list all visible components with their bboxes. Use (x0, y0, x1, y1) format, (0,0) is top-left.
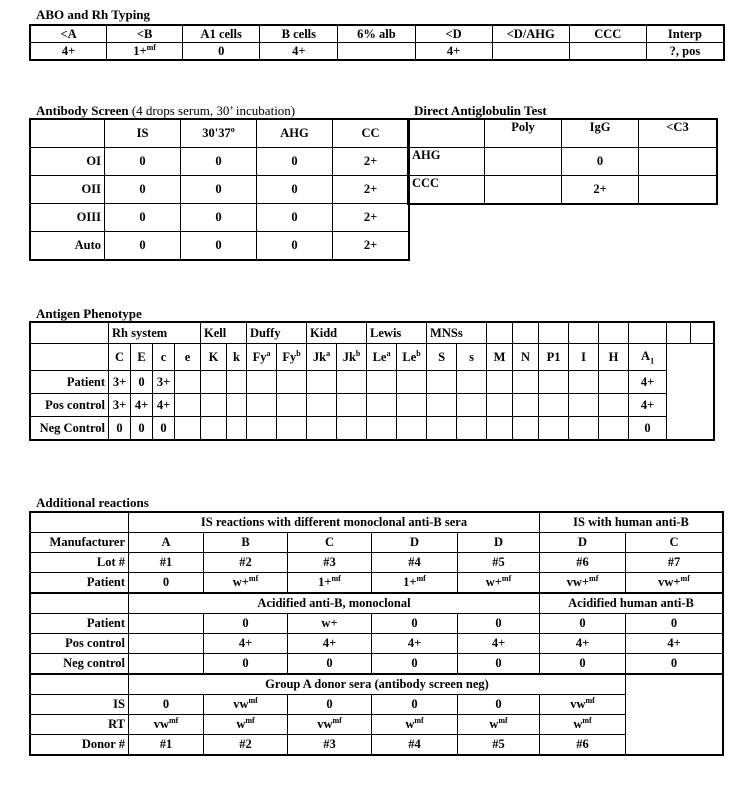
blank-cell (626, 735, 723, 755)
manufacturer-cell: D (540, 533, 626, 553)
abo-header-cell: <B (107, 26, 183, 43)
acid-value-cell: 0 (458, 614, 540, 634)
phenotype-value-cell: 4+ (131, 394, 153, 417)
phenotype-value-cell (307, 417, 337, 440)
phenotype-row (31, 394, 714, 417)
screen-row-label: Auto (31, 232, 105, 260)
phenotype-value-cell: 0 (131, 371, 153, 394)
screen-corner-cell (31, 120, 105, 148)
manufacturer-cell: D (372, 533, 458, 553)
donor-value-cell: #6 (540, 735, 626, 755)
antigen-header-cell: $A_1$ (629, 344, 667, 371)
phenotype-value-cell (247, 394, 277, 417)
blank-cell (626, 715, 723, 735)
abo-header-cell: B cells (260, 26, 338, 43)
abo-value-cell: 1+$^{mf}$ (107, 43, 183, 60)
screen-value-cell: 0 (257, 204, 333, 232)
acid-value-cell: 0 (204, 614, 288, 634)
blank-cell (31, 593, 129, 614)
phenotype-antigen-row (31, 344, 714, 371)
phenotype-value-cell (175, 371, 201, 394)
acid-value-cell: 0 (626, 654, 723, 675)
donor-value-cell: $w^{mf}$ (540, 715, 626, 735)
screen-value-cell: 0 (257, 176, 333, 204)
dat-corner-cell (409, 120, 485, 148)
phenotype-value-cell (227, 417, 247, 440)
acid-value-cell: 0 (540, 654, 626, 675)
manufacturer-cell: C (288, 533, 372, 553)
donor-value-cell: 0 (129, 695, 204, 715)
antigen-header-cell: I (569, 344, 599, 371)
screen-row (31, 176, 409, 204)
patient-is-cell: 0 (129, 573, 204, 594)
phenotype-group-cell (667, 323, 690, 344)
antibody-screen-table (30, 119, 409, 260)
phenotype-value-cell (487, 417, 513, 440)
phenotype-value-cell (539, 371, 569, 394)
phenotype-value-cell (487, 371, 513, 394)
acid-value-cell (129, 614, 204, 634)
phenotype-group-cell: Rh system (109, 323, 201, 344)
screen-value-cell: 0 (257, 232, 333, 260)
phenotype-value-cell: 0 (629, 417, 667, 440)
phenotype-value-cell (569, 394, 599, 417)
donor-value-cell: $vw^{mf}$ (129, 715, 204, 735)
phenotype-group-cell: Kell (201, 323, 247, 344)
dat-header-cell: Poly (485, 120, 562, 148)
phenotype-group-cell: Duffy (247, 323, 307, 344)
lot-row (31, 553, 723, 573)
screen-value-cell: 2+ (333, 232, 409, 260)
acid-mono-title: Acidified anti-B, monoclonal (129, 593, 540, 614)
screen-row-label: OII (31, 176, 105, 204)
screen-row-label: OIII (31, 204, 105, 232)
phenotype-value-cell: 3+ (109, 371, 131, 394)
antigen-header-cell: Le$^a$ (367, 344, 397, 371)
lot-cell: #7 (626, 553, 723, 573)
phenotype-value-cell (337, 371, 367, 394)
antigen-header-cell: E (131, 344, 153, 371)
is-mono-title: IS reactions with different monoclonal anti-B sera (129, 513, 540, 533)
dat-title: Direct Antiglobulin Test (414, 103, 547, 118)
antigen-header-cell: c (153, 344, 175, 371)
dat-row (409, 176, 717, 204)
phenotype-value-cell (487, 394, 513, 417)
dat-table (408, 119, 717, 204)
phenotype-value-cell (539, 394, 569, 417)
patient-is-cell: w+$^{mf}$ (458, 573, 540, 594)
acid-row (31, 654, 723, 675)
screen-row (31, 148, 409, 176)
screen-header-cell: 30'37$^o$ (181, 120, 257, 148)
phenotype-value-cell (227, 394, 247, 417)
donor-title: Group A donor sera (antibody screen neg) (129, 674, 626, 695)
phenotype-value-cell: 4+ (629, 371, 667, 394)
antigen-header-cell: e (175, 344, 201, 371)
abo-header-cell: 6% alb (338, 26, 415, 43)
lot-cell: #3 (288, 553, 372, 573)
screen-value-cell: 0 (181, 232, 257, 260)
screen-header-cell: AHG (257, 120, 333, 148)
phenotype-value-cell (277, 394, 307, 417)
acid-value-cell: 0 (372, 614, 458, 634)
phenotype-value-cell (457, 371, 487, 394)
phenotype-value-cell (569, 371, 599, 394)
phenotype-value-cell (175, 394, 201, 417)
phenotype-corner-cell (31, 323, 109, 344)
phenotype-value-cell (175, 417, 201, 440)
additional-reactions-table (30, 512, 723, 755)
phenotype-group-cell (569, 323, 599, 344)
patient-is-cell: 1+$^{mf}$ (372, 573, 458, 594)
donor-row (31, 735, 723, 755)
acid-value-cell: 0 (372, 654, 458, 675)
donor-row (31, 715, 723, 735)
lot-cell: #4 (372, 553, 458, 573)
blank-cell (626, 695, 723, 715)
blank-cell (626, 674, 723, 695)
phenotype-group-cell (487, 323, 513, 344)
phenotype-corner-cell (31, 344, 109, 371)
dat-value-cell (485, 148, 562, 176)
phenotype-group-row (31, 323, 714, 344)
antigen-header-cell: Jk$^b$ (337, 344, 367, 371)
acid-value-cell: w+ (288, 614, 372, 634)
phenotype-value-cell: 4+ (629, 394, 667, 417)
screen-value-cell: 0 (181, 204, 257, 232)
phenotype-value-cell (277, 371, 307, 394)
is-title-row (31, 513, 723, 533)
donor-value-cell: 0 (288, 695, 372, 715)
phenotype-value-cell (307, 371, 337, 394)
screen-value-cell: 2+ (333, 148, 409, 176)
donor-row-label: RT (31, 715, 129, 735)
phenotype-group-cell (539, 323, 569, 344)
antigen-header-cell: S (427, 344, 457, 371)
antigen-header-cell: K (201, 344, 227, 371)
antigen-header-cell: Fy$^b$ (277, 344, 307, 371)
phenotype-title: Antigen Phenotype (36, 306, 142, 321)
screen-value-cell: 0 (257, 148, 333, 176)
donor-row (31, 695, 723, 715)
acid-value-cell: 4+ (626, 634, 723, 654)
donor-value-cell: 0 (372, 695, 458, 715)
phenotype-value-cell (337, 417, 367, 440)
phenotype-value-cell (367, 417, 397, 440)
phenotype-value-cell (247, 371, 277, 394)
phenotype-value-cell (539, 417, 569, 440)
abo-value-cell (338, 43, 415, 60)
phenotype-group-cell (513, 323, 539, 344)
abo-header-cell: <D (415, 26, 492, 43)
is-human-title: IS with human anti-B (540, 513, 723, 533)
phenotype-value-cell (397, 394, 427, 417)
phenotype-value-cell (599, 371, 629, 394)
screen-value-cell: 0 (105, 176, 181, 204)
lot-cell: #6 (540, 553, 626, 573)
phenotype-group-cell (629, 323, 667, 344)
donor-value-cell: #4 (372, 735, 458, 755)
abo-value-cell: 4+ (260, 43, 338, 60)
abo-value-cell (569, 43, 646, 60)
blank-cell (31, 513, 129, 533)
phenotype-value-cell (367, 371, 397, 394)
phenotype-value-cell (513, 371, 539, 394)
manufacturer-cell: D (458, 533, 540, 553)
phenotype-value-cell (201, 417, 227, 440)
abo-header-cell: Interp (646, 26, 723, 43)
screen-title: Antibody Screen (4 drops serum, 30’ incubation) (36, 103, 296, 118)
antigen-header-cell: s (457, 344, 487, 371)
manufacturer-cell: A (129, 533, 204, 553)
donor-value-cell: $vw^{mf}$ (540, 695, 626, 715)
acid-value-cell: 4+ (372, 634, 458, 654)
acid-value-cell: 0 (458, 654, 540, 675)
manufacturer-row (31, 533, 723, 553)
abo-header-cell: <A (31, 26, 107, 43)
phenotype-value-cell (397, 371, 427, 394)
abo-value-cell (492, 43, 569, 60)
phenotype-row (31, 371, 714, 394)
phenotype-value-cell (307, 394, 337, 417)
phenotype-value-cell (457, 417, 487, 440)
dat-header-cell: IgG (562, 120, 639, 148)
acid-row (31, 614, 723, 634)
lot-label: Lot # (31, 553, 129, 573)
donor-value-cell: $w^{mf}$ (204, 715, 288, 735)
antigen-header-cell: N (513, 344, 539, 371)
screen-value-cell: 0 (181, 176, 257, 204)
abo-value-cell: ?, pos (646, 43, 723, 60)
phenotype-value-cell (201, 394, 227, 417)
acid-value-cell: 4+ (204, 634, 288, 654)
phenotype-value-cell (247, 417, 277, 440)
abo-table (30, 25, 724, 60)
phenotype-value-cell (513, 417, 539, 440)
antigen-header-cell: k (227, 344, 247, 371)
antigen-header-cell: M (487, 344, 513, 371)
phenotype-group-cell: Lewis (367, 323, 427, 344)
phenotype-value-cell (599, 394, 629, 417)
lot-cell: #5 (458, 553, 540, 573)
dat-row-label: CCC (409, 176, 485, 204)
phenotype-value-cell (227, 371, 247, 394)
donor-value-cell: #3 (288, 735, 372, 755)
manufacturer-cell: C (626, 533, 723, 553)
donor-value-cell: $w^{mf}$ (372, 715, 458, 735)
abo-header-cell: <D/AHG (492, 26, 569, 43)
phenotype-value-cell (427, 417, 457, 440)
screen-value-cell: 0 (181, 148, 257, 176)
dat-value-cell: 0 (562, 148, 639, 176)
lot-cell: #1 (129, 553, 204, 573)
donor-value-cell: $vw^{mf}$ (204, 695, 288, 715)
patient-is-cell: 1+$^{mf}$ (288, 573, 372, 594)
donor-value-cell: #2 (204, 735, 288, 755)
screen-row (31, 204, 409, 232)
phenotype-value-cell: 0 (109, 417, 131, 440)
phenotype-group-cell (599, 323, 629, 344)
donor-title-row (31, 674, 723, 695)
patient-is-row (31, 573, 723, 594)
manufacturer-cell: B (204, 533, 288, 553)
abo-title: ABO and Rh Typing (36, 7, 151, 22)
phenotype-value-cell (513, 394, 539, 417)
acid-value-cell: 4+ (540, 634, 626, 654)
antigen-header-cell: P1 (539, 344, 569, 371)
screen-header-cell: CC (333, 120, 409, 148)
screen-row (31, 232, 409, 260)
screen-value-cell: 2+ (333, 176, 409, 204)
phenotype-value-cell (427, 371, 457, 394)
dat-header-row (409, 120, 717, 148)
abo-header-cell: CCC (569, 26, 646, 43)
phenotype-value-cell (427, 394, 457, 417)
additional-title: Additional reactions (36, 495, 149, 510)
acid-value-cell: 0 (204, 654, 288, 675)
phenotype-row-label: Patient (31, 371, 109, 394)
screen-value-cell: 2+ (333, 204, 409, 232)
phenotype-value-cell (569, 417, 599, 440)
abo-header-cell: A1 cells (183, 26, 260, 43)
phenotype-value-cell (201, 371, 227, 394)
donor-value-cell: 0 (458, 695, 540, 715)
phenotype-row-label: Neg Control (31, 417, 109, 440)
acid-value-cell: 0 (540, 614, 626, 634)
phenotype-group-cell: MNSs (427, 323, 487, 344)
phenotype-value-cell (599, 417, 629, 440)
donor-row-label: Donor # (31, 735, 129, 755)
acid-value-cell (129, 634, 204, 654)
phenotype-group-cell (690, 323, 713, 344)
donor-row-label: IS (31, 695, 129, 715)
donor-value-cell: $w^{mf}$ (458, 715, 540, 735)
phenotype-value-cell (277, 417, 307, 440)
antigen-header-cell: Fy$^a$ (247, 344, 277, 371)
dat-value-cell (485, 176, 562, 204)
screen-subtitle: (4 drops serum, 30’ incubation) (131, 103, 296, 118)
acid-row-label: Pos control (31, 634, 129, 654)
screen-header-row (31, 120, 409, 148)
abo-header-row (31, 26, 724, 43)
phenotype-value-cell: 3+ (109, 394, 131, 417)
phenotype-row-label: Pos control (31, 394, 109, 417)
acid-row-label: Neg control (31, 654, 129, 675)
phenotype-value-cell: 0 (131, 417, 153, 440)
acid-value-cell (129, 654, 204, 675)
patient-label: Patient (31, 573, 129, 594)
phenotype-group-cell: Kidd (307, 323, 367, 344)
donor-value-cell: #5 (458, 735, 540, 755)
dat-row (409, 148, 717, 176)
phenotype-row (31, 417, 714, 440)
acid-title-row (31, 593, 723, 614)
patient-is-cell: vw+$^{mf}$ (540, 573, 626, 594)
abo-value-cell: 0 (183, 43, 260, 60)
phenotype-value-cell: 4+ (153, 394, 175, 417)
lot-cell: #2 (204, 553, 288, 573)
phenotype-value-cell (337, 394, 367, 417)
acid-value-cell: 4+ (288, 634, 372, 654)
dat-value-cell: 2+ (562, 176, 639, 204)
donor-value-cell: $vw^{mf}$ (288, 715, 372, 735)
patient-is-cell: vw+$^{mf}$ (626, 573, 723, 594)
phenotype-value-cell (457, 394, 487, 417)
blank-cell (31, 674, 129, 695)
acid-value-cell: 4+ (458, 634, 540, 654)
dat-value-cell (639, 148, 717, 176)
donor-value-cell: #1 (129, 735, 204, 755)
acid-human-title: Acidified human anti-B (540, 593, 723, 614)
phenotype-value-cell (367, 394, 397, 417)
abo-value-cell: 4+ (31, 43, 107, 60)
acid-value-cell: 0 (626, 614, 723, 634)
acid-row (31, 634, 723, 654)
patient-is-cell: w+$^{mf}$ (204, 573, 288, 594)
phenotype-value-cell: 0 (153, 417, 175, 440)
antigen-header-cell: C (109, 344, 131, 371)
phenotype-table (30, 322, 714, 440)
dat-header-cell: <C3 (639, 120, 717, 148)
antigen-header-cell: H (599, 344, 629, 371)
screen-value-cell: 0 (105, 232, 181, 260)
acid-row-label: Patient (31, 614, 129, 634)
phenotype-value-cell: 3+ (153, 371, 175, 394)
antigen-header-cell: Jk$^a$ (307, 344, 337, 371)
screen-value-cell: 0 (105, 148, 181, 176)
dat-row-label: AHG (409, 148, 485, 176)
phenotype-value-cell (397, 417, 427, 440)
abo-value-cell: 4+ (415, 43, 492, 60)
acid-value-cell: 0 (288, 654, 372, 675)
screen-header-cell: IS (105, 120, 181, 148)
screen-row-label: OI (31, 148, 105, 176)
manufacturer-label: Manufacturer (31, 533, 129, 553)
dat-value-cell (639, 176, 717, 204)
antigen-header-cell: Le$^b$ (397, 344, 427, 371)
abo-value-row (31, 43, 724, 60)
screen-value-cell: 0 (105, 204, 181, 232)
